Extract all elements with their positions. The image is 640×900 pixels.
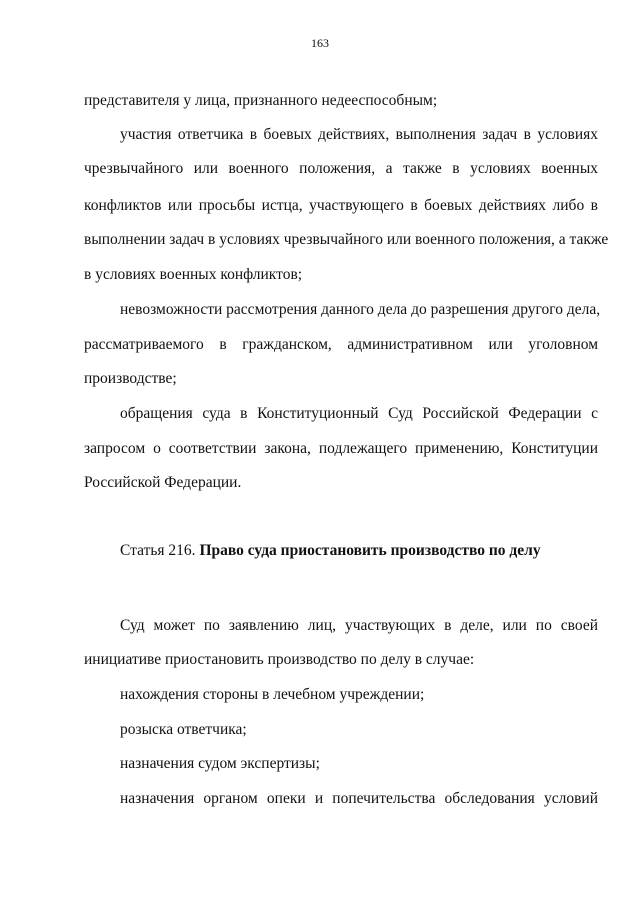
text-line: рассматриваемого в гражданском, административном или уголовном <box>84 336 598 353</box>
text-line: инициативе приостановить производство по делу в случае: <box>84 651 475 668</box>
text-line: конфликтов или просьбы истца, участвующего в боевых действиях либо в <box>84 197 598 214</box>
text-line: розыска ответчика; <box>120 721 247 738</box>
text-line: запросом о соответствии закона, подлежащего применению, Конституции <box>84 440 598 457</box>
text-line: обращения суда в Конституционный Суд Российской Федерации с <box>120 405 598 422</box>
text-line: чрезвычайного или военного положения, а также в условиях военных <box>84 160 598 177</box>
text-line: Суд может по заявлению лиц, участвующих в деле, или по своей <box>120 617 598 634</box>
text-line: участия ответчика в боевых действиях, выполнения задач в условиях <box>120 126 598 143</box>
text-line: производстве; <box>84 370 177 387</box>
page-number: 163 <box>311 36 329 50</box>
text-line: представителя у лица, признанного недееспособным; <box>84 92 438 109</box>
article-heading-prefix: Статья 216. <box>120 542 200 559</box>
text-line: нахождения стороны в лечебном учреждении; <box>120 686 425 703</box>
text-line: назначения органом опеки и попечительства обследования условий <box>120 790 598 807</box>
article-heading-title: Право суда приостановить производство по делу <box>199 542 541 559</box>
article-heading <box>120 542 541 560</box>
text-line: невозможности рассмотрения данного дела до разрешения другого дела, <box>120 301 601 318</box>
text-line: выполнении задач в условиях чрезвычайного или военного положения, а также <box>84 231 609 248</box>
text-line: в условиях военных конфликтов; <box>84 266 303 283</box>
text-line: назначения судом экспертизы; <box>120 755 320 772</box>
text-line: Российской Федерации. <box>84 474 242 491</box>
